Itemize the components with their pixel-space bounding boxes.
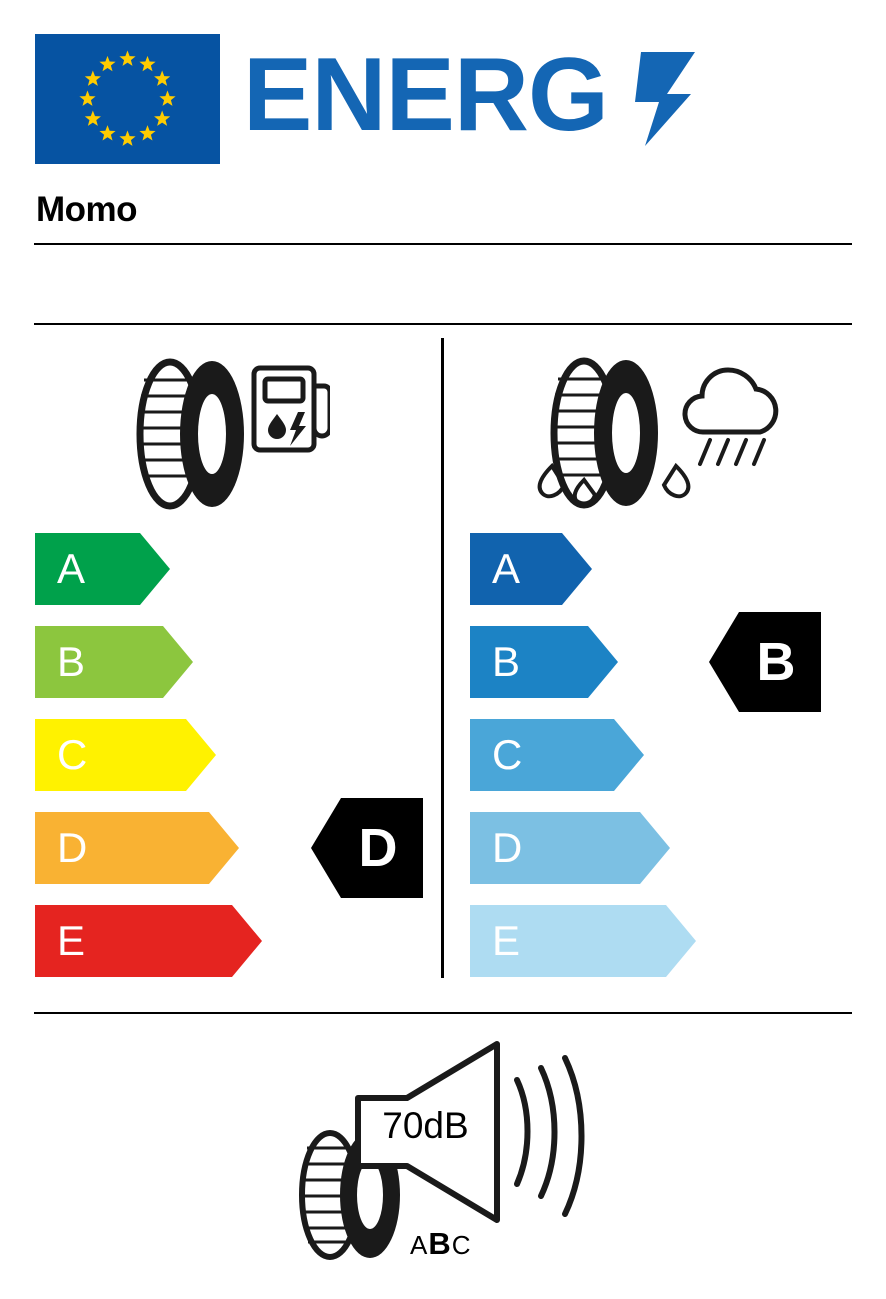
noise-value: 70dB [382,1105,469,1146]
fuel-grade-band-shape [35,533,170,605]
tyre-rain-cloud-icon [524,348,794,518]
fuel-grade-band-letter: B [57,638,86,685]
noise-class-b: B [428,1226,452,1261]
wet-marker-letter: B [756,632,796,692]
wet-grade-band-shape [470,533,592,605]
fuel-grade-band-c [35,719,216,791]
divider-under-brand [34,243,852,245]
fuel-grade-band-d [35,812,239,884]
lightning-bolt-icon [635,52,695,146]
wet-grade-band-letter: E [492,917,521,964]
divider-vertical [441,338,444,978]
wet-grade-band-c [470,719,644,791]
noise-class-a: A [410,1230,429,1260]
divider-above-noise [34,1012,852,1014]
brand-name: Momo [36,190,138,229]
energy-wordmark-text: ENERG [243,46,608,152]
fuel-grade-band-a [35,533,170,605]
tyre-fuel-pump-icon [120,352,330,517]
fuel-marker-letter: D [358,818,398,878]
energy-wordmark [243,46,713,152]
wet-grade-band-letter: D [492,824,523,871]
fuel-grade-band-e [35,905,262,977]
fuel-grade-band-letter: A [57,545,86,592]
wet-grade-band-letter: A [492,545,521,592]
fuel-grade-band-letter: E [57,917,86,964]
divider-top-grid [34,323,852,325]
fuel-grade-band-letter: D [57,824,88,871]
fuel-efficiency-selected-marker [311,792,423,904]
eu-flag-stars [35,34,220,164]
wet-grade-band-letter: B [492,638,521,685]
wet-grade-band-b [470,626,618,698]
fuel-grade-band-letter: C [57,731,88,778]
fuel-grade-band-b [35,626,193,698]
wet-grip-selected-marker [709,606,821,718]
noise-class-c: C [451,1230,472,1260]
noise-class-indicator [410,1226,472,1262]
wet-grade-band-a [470,533,592,605]
wet-grade-band-e [470,905,696,977]
wet-grade-band-d [470,812,670,884]
wet-grade-band-letter: C [492,731,523,778]
eu-flag [35,34,220,164]
